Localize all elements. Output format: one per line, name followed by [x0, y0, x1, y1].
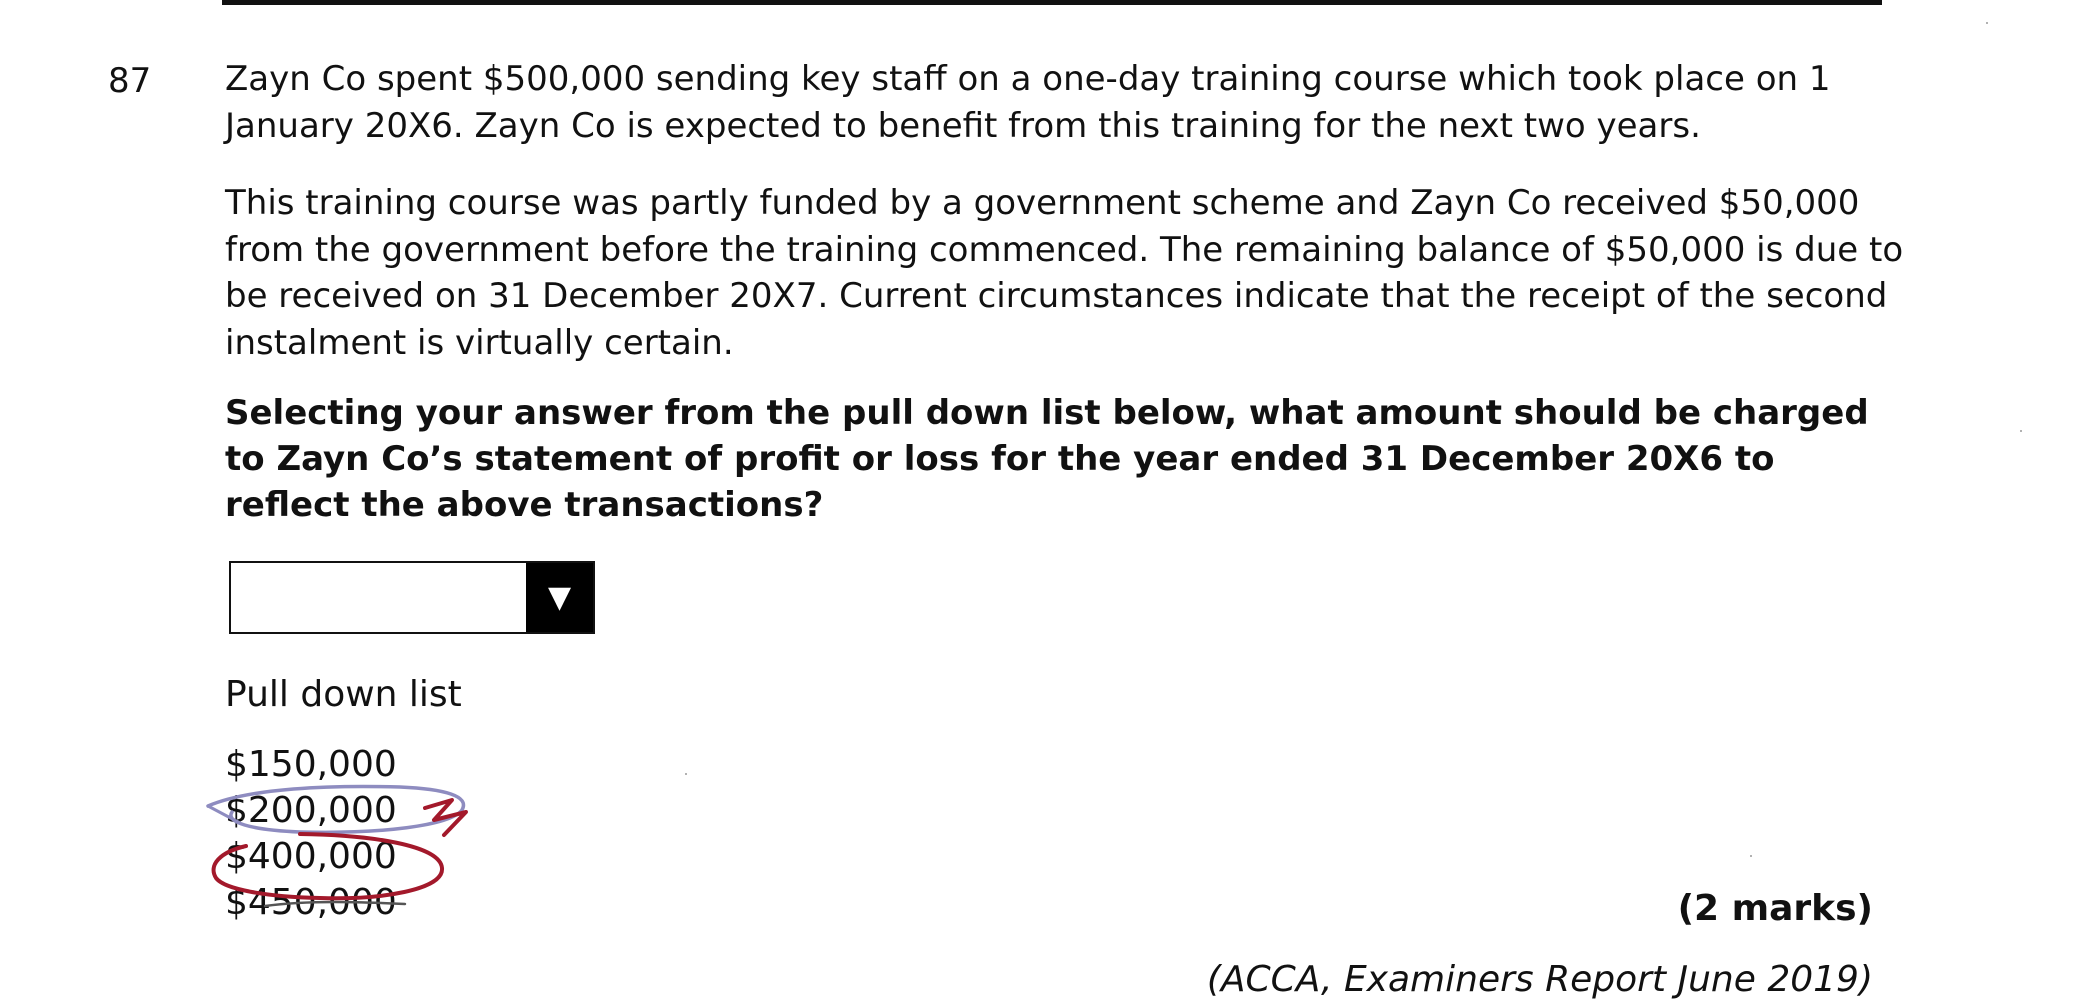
question-instruction: Selecting your answer from the pull down list below, what amount should be charged to Zayn Co’s statement of profit or loss for the year ended 31 December 20X6 to reflect the above transactions?	[225, 393, 1869, 525]
pull-down-list-title: Pull down list	[225, 674, 462, 715]
list-option-200000: $200,000	[225, 790, 397, 831]
dropdown-arrow-icon[interactable]: ▼	[526, 563, 593, 632]
top-rule	[222, 0, 1882, 5]
scan-speck	[1750, 855, 1752, 857]
scan-speck	[1986, 22, 1988, 24]
question-number: 87	[108, 61, 152, 101]
scan-speck	[2020, 430, 2022, 432]
question-paragraph-1: Zayn Co spent $500,000 sending key staff on a one-day training course which took place on 1 January 20X6. Zayn Co is expected to benefit from this training for the next two years.	[225, 59, 1831, 146]
question-paragraph-2: This training course was partly funded by a government scheme and Zayn Co received $50,000 from the government before the training commenced. The remaining balance of $50,000 is due to be received on 31 December 20X7. Current circumstances indicate that the receipt of the second instalment is virtually certain.	[225, 183, 1904, 363]
red-scribble-annotation	[425, 800, 466, 835]
scan-speck	[685, 773, 687, 775]
source-citation: (ACCA, Examiners Report June 2019)	[1206, 959, 1873, 1000]
list-option-450000: $450,000	[225, 882, 397, 923]
marks-label: (2 marks)	[1677, 888, 1873, 929]
answer-dropdown[interactable]	[229, 561, 595, 634]
list-option-400000: $400,000	[225, 836, 397, 877]
list-option-150000: $150,000	[225, 744, 397, 785]
